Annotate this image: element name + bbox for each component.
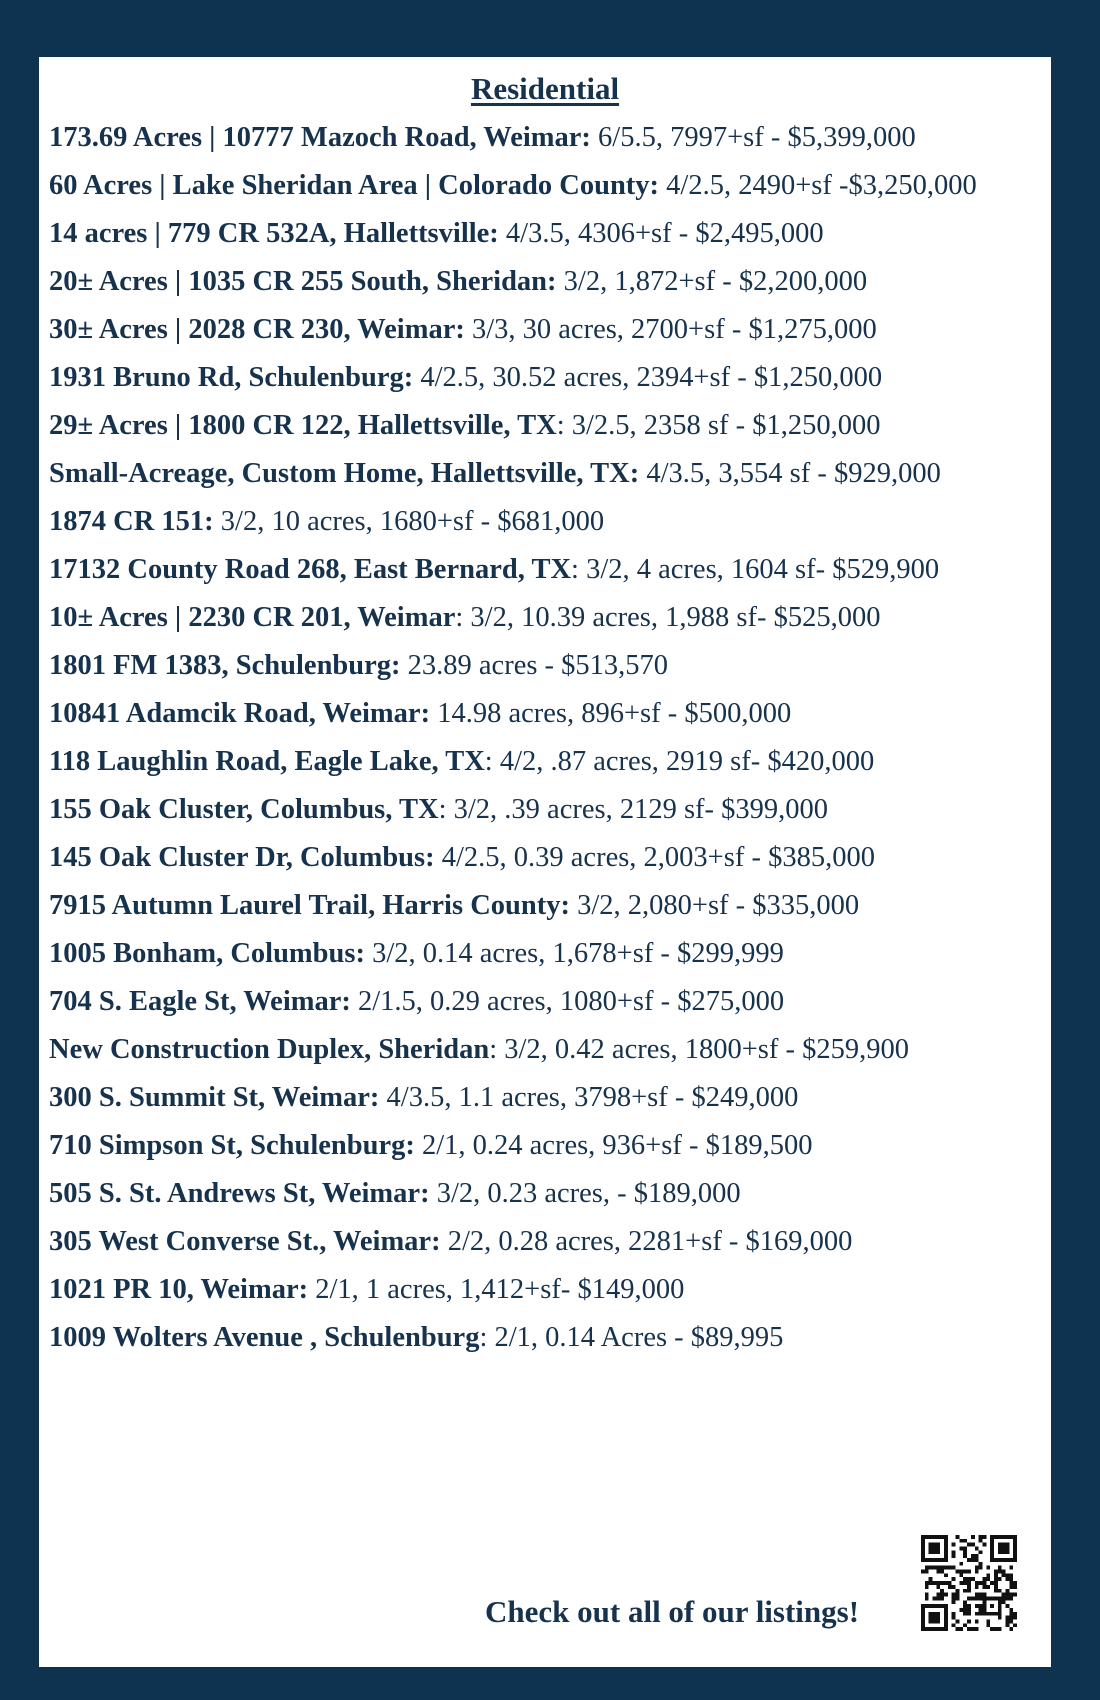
listing-details: 4/3.5, 3,554 sf - $929,000 [639,458,941,489]
listing-item [49,984,1045,1032]
listing-details: 23.89 acres - $513,570 [400,650,669,681]
listing-details: 2/2, 0.28 acres, 2281+sf - $169,000 [440,1226,853,1257]
listing-name: 145 Oak Cluster Dr, Columbus: [49,842,435,873]
listing-details: : 3/2, 10.39 acres, 1,988 sf- $525,000 [455,602,881,633]
listing-item [49,648,1045,696]
listing-details: 2/1.5, 0.29 acres, 1080+sf - $275,000 [350,986,785,1017]
listing-item [49,1320,1045,1368]
listing-details: : 3/2, 0.42 acres, 1800+sf - $259,900 [489,1034,909,1065]
listings-cta: Check out all of our listings! [485,1594,860,1629]
listing-name: 300 S. Summit St, Weimar: [49,1082,380,1113]
listing-item [49,1080,1045,1128]
listing-details: 4/2.5, 0.39 acres, 2,003+sf - $385,000 [434,842,875,873]
listing-name: 1021 PR 10, Weimar: [49,1274,309,1305]
listing-name: 710 Simpson St, Schulenburg: [49,1130,415,1161]
listing-item [49,552,1045,600]
listing-name: 29± Acres | 1800 CR 122, Hallettsville, TX [49,410,557,441]
listing-item [49,1224,1045,1272]
listing-item [49,120,1045,168]
listing-details: : 3/2, 4 acres, 1604 sf- $529,900 [571,554,940,585]
listing-details: 3/2, 0.23 acres, - $189,000 [429,1178,741,1209]
listing-details: 3/2, 10 acres, 1680+sf - $681,000 [213,506,605,537]
listing-name: 60 Acres | Lake Sheridan Area | Colorado County: [49,170,660,201]
listing-name: 10841 Adamcik Road, Weimar: [49,698,431,729]
listing-details: 14.98 acres, 896+sf - $500,000 [430,698,792,729]
listing-details: 4/2.5, 30.52 acres, 2394+sf - $1,250,000 [413,362,883,393]
listing-item [49,312,1045,360]
listing-details: : 4/2, .87 acres, 2919 sf- $420,000 [484,746,875,777]
listing-item [49,1272,1045,1320]
listing-details: 2/1, 0.24 acres, 936+sf - $189,500 [414,1130,813,1161]
listing-item [49,840,1045,888]
listing-name: 7915 Autumn Laurel Trail, Harris County: [49,890,570,921]
qr-code-graphic [921,1535,1017,1631]
listing-item [49,1176,1045,1224]
listing-item [49,1128,1045,1176]
listing-details: 6/5.5, 7997+sf - $5,399,000 [590,122,916,153]
listing-item [49,888,1045,936]
listing-list [49,120,1045,1368]
listing-name: Small-Acreage, Custom Home, Hallettsville, TX: [49,458,640,489]
listing-name: New Construction Duplex, Sheridan [49,1034,490,1065]
listing-item [49,696,1045,744]
listing-name: 505 S. St. Andrews St, Weimar: [49,1178,430,1209]
listing-name: 20± Acres | 1035 CR 255 South, Sheridan: [49,266,557,297]
listing-details: : 3/2, .39 acres, 2129 sf- $399,000 [438,794,829,825]
listing-details: 3/2, 2,080+sf - $335,000 [569,890,860,921]
listing-name: 1005 Bonham, Columbus: [49,938,365,969]
listing-item [49,456,1045,504]
listing-details: : 2/1, 0.14 Acres - $89,995 [479,1322,784,1353]
listing-item [49,216,1045,264]
listing-name: 1009 Wolters Avenue , Schulenburg [49,1322,480,1353]
listing-name: 10± Acres | 2230 CR 201, Weimar [49,602,456,633]
listing-details: 4/2.5, 2490+sf -$3,250,000 [659,170,977,201]
listing-name: 17132 County Road 268, East Bernard, TX [49,554,572,585]
listing-item [49,1032,1045,1080]
listing-item [49,744,1045,792]
listing-item [49,360,1045,408]
listing-item [49,408,1045,456]
listing-item [49,600,1045,648]
listing-name: 14 acres | 779 CR 532A, Hallettsville: [49,218,499,249]
listing-item [49,936,1045,984]
listing-name: 305 West Converse St., Weimar: [49,1226,441,1257]
listing-details: 2/1, 1 acres, 1,412+sf- $149,000 [308,1274,685,1305]
listing-details: : 3/2.5, 2358 sf - $1,250,000 [556,410,881,441]
listing-name: 1801 FM 1383, Schulenburg: [49,650,401,681]
listing-details: 4/3.5, 4306+sf - $2,495,000 [498,218,824,249]
listing-details: 3/2, 1,872+sf - $2,200,000 [556,266,868,297]
listing-name: 1874 CR 151: [49,506,214,537]
listing-name: 704 S. Eagle St, Weimar: [49,986,351,1017]
listing-details: 3/2, 0.14 acres, 1,678+sf - $299,999 [364,938,784,969]
qr-code-icon[interactable] [921,1535,1017,1631]
section-title: Residential [470,71,620,106]
listing-name: 173.69 Acres | 10777 Mazoch Road, Weimar: [49,122,591,153]
listing-details: 4/3.5, 1.1 acres, 3798+sf - $249,000 [379,1082,799,1113]
listing-item [49,264,1045,312]
listing-name: 118 Laughlin Road, Eagle Lake, TX [49,746,485,777]
listing-item [49,792,1045,840]
listings-panel [39,57,1051,1667]
listing-name: 30± Acres | 2028 CR 230, Weimar: [49,314,465,345]
listing-name: 155 Oak Cluster, Columbus, TX [49,794,439,825]
listing-item [49,504,1045,552]
listing-details: 3/3, 30 acres, 2700+sf - $1,275,000 [464,314,877,345]
listing-item [49,168,1045,216]
listing-name: 1931 Bruno Rd, Schulenburg: [49,362,414,393]
